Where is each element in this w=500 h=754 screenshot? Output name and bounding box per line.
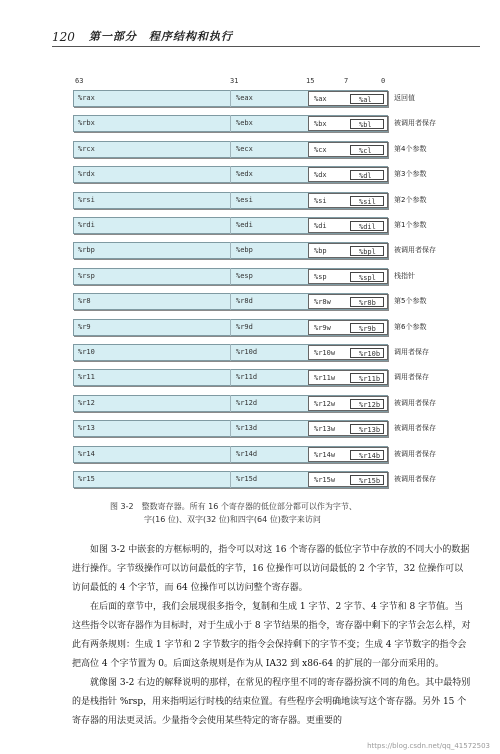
- register-row: [73, 192, 388, 209]
- reg32-name: %esp: [230, 268, 308, 285]
- reg64-name: %r15: [78, 475, 95, 483]
- register-row: [73, 319, 388, 336]
- reg32-name: %ecx: [230, 141, 308, 158]
- bit-label-31: 31: [230, 77, 239, 85]
- register-row: [73, 166, 388, 183]
- reg16-label: %cx: [314, 146, 327, 154]
- reg16-label: %di: [314, 222, 327, 230]
- reg16-label: %bp: [314, 247, 327, 255]
- register-usage: 被调用者保存: [394, 246, 436, 254]
- reg16-name: [308, 320, 388, 335]
- reg16-label: %si: [314, 197, 327, 205]
- reg8-name: %cl: [350, 145, 384, 155]
- reg8-name: %r8b: [350, 297, 384, 307]
- reg16-label: %r10w: [314, 349, 336, 357]
- reg16-name: [308, 116, 388, 131]
- reg32-name: %eax: [230, 90, 308, 107]
- reg16-label: %ax: [314, 95, 327, 103]
- reg32-name: %r12d: [230, 395, 308, 412]
- page-header: [52, 22, 472, 44]
- reg64-name: %rbp: [78, 246, 95, 254]
- reg16-name: [308, 447, 388, 462]
- watermark: https://blog.csdn.net/qq_41572503: [367, 742, 490, 750]
- reg64-name: %r14: [78, 450, 95, 458]
- bit-label-0: 0: [381, 77, 386, 85]
- reg16-label: %bx: [314, 120, 327, 128]
- reg8-name: %dil: [350, 221, 384, 231]
- reg16-name: [308, 421, 388, 436]
- register-usage: 第3个参数: [394, 170, 427, 178]
- bit-label-15: 15: [306, 77, 315, 85]
- reg8-name: %spl: [350, 272, 384, 282]
- reg64-name: %r9: [78, 323, 91, 331]
- register-row: [73, 446, 388, 463]
- header-rule: [52, 46, 480, 47]
- body-text: [72, 541, 472, 731]
- reg32-name: %esi: [230, 192, 308, 209]
- bit-label-7: 7: [344, 77, 349, 85]
- reg32-name: %r13d: [230, 420, 308, 437]
- reg64-name: %r13: [78, 424, 95, 432]
- reg16-label: %r15w: [314, 476, 336, 484]
- caption-line-2: 字(16 位)、双字(32 位)和四字(64 位)数字来访问: [144, 515, 321, 524]
- register-row: [73, 268, 388, 285]
- reg64-name: %rdi: [78, 221, 95, 229]
- register-usage: 被调用者保存: [394, 119, 436, 127]
- reg16-name: [308, 345, 388, 360]
- reg64-name: %rsi: [78, 196, 95, 204]
- register-usage: 第6个参数: [394, 323, 427, 331]
- reg8-name: %bl: [350, 119, 384, 129]
- reg16-name: [308, 142, 388, 157]
- reg16-label: %r14w: [314, 451, 336, 459]
- reg16-name: [308, 294, 388, 309]
- register-row: [73, 344, 388, 361]
- reg64-name: %rax: [78, 94, 95, 102]
- bit-label-63: 63: [75, 77, 84, 85]
- reg16-name: [308, 396, 388, 411]
- paragraph-3: 就像图 3-2 右边的解释说明的那样，在常见的程序里不同的寄存器扮演不同的角色。其中最特别的是栈指针 %rsp，用来指明运行时栈的结束位置。有些程序会明确地读写这个寄存器。另外 15 个寄存器的用法更灵活。少量指令会使用某些特定的寄存器。更重要的: [72, 678, 471, 726]
- reg64-name: %r8: [78, 297, 91, 305]
- reg16-label: %r9w: [314, 324, 331, 332]
- reg16-name: [308, 472, 388, 487]
- reg8-name: %r10b: [350, 348, 384, 358]
- figure-caption: [110, 500, 440, 526]
- reg8-name: %al: [350, 94, 384, 104]
- register-usage: 第4个参数: [394, 145, 427, 153]
- reg8-name: %dl: [350, 170, 384, 180]
- reg8-name: %r12b: [350, 399, 384, 409]
- register-row: [73, 141, 388, 158]
- reg32-name: %r8d: [230, 293, 308, 310]
- reg64-name: %rcx: [78, 145, 95, 153]
- register-row: [73, 293, 388, 310]
- reg8-name: %bpl: [350, 246, 384, 256]
- reg8-name: %r11b: [350, 373, 384, 383]
- reg32-name: %ebp: [230, 242, 308, 259]
- register-usage: 返回值: [394, 94, 415, 102]
- reg32-name: %edi: [230, 217, 308, 234]
- reg8-name: %r13b: [350, 424, 384, 434]
- reg16-name: [308, 370, 388, 385]
- register-row: [73, 471, 388, 488]
- reg16-label: %r11w: [314, 374, 336, 382]
- reg16-label: %r13w: [314, 425, 336, 433]
- reg32-name: %ebx: [230, 115, 308, 132]
- reg16-name: [308, 243, 388, 258]
- register-row: [73, 369, 388, 386]
- reg64-name: %r10: [78, 348, 95, 356]
- reg32-name: %r10d: [230, 344, 308, 361]
- reg8-name: %r15b: [350, 475, 384, 485]
- reg8-name: %r14b: [350, 450, 384, 460]
- figure-label: 图 3-2: [110, 502, 134, 511]
- register-row: [73, 420, 388, 437]
- reg64-name: %rsp: [78, 272, 95, 280]
- register-row: [73, 115, 388, 132]
- register-usage: 第5个参数: [394, 297, 427, 305]
- reg64-name: %r12: [78, 399, 95, 407]
- register-row: [73, 242, 388, 259]
- register-usage: 调用者保存: [394, 373, 429, 381]
- register-usage: 被调用者保存: [394, 424, 436, 432]
- reg16-label: %dx: [314, 171, 327, 179]
- reg64-name: %rbx: [78, 119, 95, 127]
- reg8-name: %r9b: [350, 323, 384, 333]
- reg16-name: [308, 218, 388, 233]
- reg32-name: %r14d: [230, 446, 308, 463]
- register-row: [73, 90, 388, 107]
- reg32-name: %edx: [230, 166, 308, 183]
- register-usage: 被调用者保存: [394, 399, 436, 407]
- register-usage: 栈指针: [394, 272, 415, 280]
- paragraph-2: 在后面的章节中，我们会展现很多指令，复制和生成 1 字节、2 字节、4 字节和 8 字节值。当这些指令以寄存器作为目标时，对于生成小于 8 字节结果的指令，寄存器中剩下的字节会怎么样，对此有两条规则：生成 1 字节和 2 字节数字的指令会保持剩下的字节不变；生成 4 字节数字的指令会把高位 4 个字节置为 0。后面这条规则是作为从 IA32 到 x86-64 的扩展的一部分而采用的。: [72, 602, 471, 669]
- bit-position-labels: [0, 77, 500, 87]
- reg16-name: [308, 167, 388, 182]
- paragraph-1: 如图 3-2 中嵌套的方框标明的，指令可以对这 16 个寄存器的低位字节中存放的不同大小的数据进行操作。字节级操作可以访问最低的字节，16 位操作可以访问最低的 2 个字节，32 位操作可以访问最低的 4 个字节，而 64 位操作可以访问整个寄存器。: [72, 545, 470, 593]
- reg16-label: %r12w: [314, 400, 336, 408]
- reg16-label: %sp: [314, 273, 327, 281]
- reg8-name: %sil: [350, 196, 384, 206]
- register-usage: 被调用者保存: [394, 475, 436, 483]
- reg16-name: [308, 269, 388, 284]
- register-row: [73, 395, 388, 412]
- register-row: [73, 217, 388, 234]
- reg32-name: %r9d: [230, 319, 308, 336]
- reg16-name: [308, 91, 388, 106]
- reg32-name: %r15d: [230, 471, 308, 488]
- register-usage: 第1个参数: [394, 221, 427, 229]
- reg64-name: %r11: [78, 373, 95, 381]
- register-usage: 调用者保存: [394, 348, 429, 356]
- chapter-title: 第一部分 程序结构和执行: [88, 30, 233, 43]
- reg16-name: [308, 193, 388, 208]
- reg32-name: %r11d: [230, 369, 308, 386]
- register-usage: 被调用者保存: [394, 450, 436, 458]
- caption-line-1: 整数寄存器。所有 16 个寄存器的低位部分都可以作为字节、: [141, 502, 357, 511]
- reg16-label: %r8w: [314, 298, 331, 306]
- page-number: 120: [52, 30, 75, 44]
- reg64-name: %rdx: [78, 170, 95, 178]
- register-usage: 第2个参数: [394, 196, 427, 204]
